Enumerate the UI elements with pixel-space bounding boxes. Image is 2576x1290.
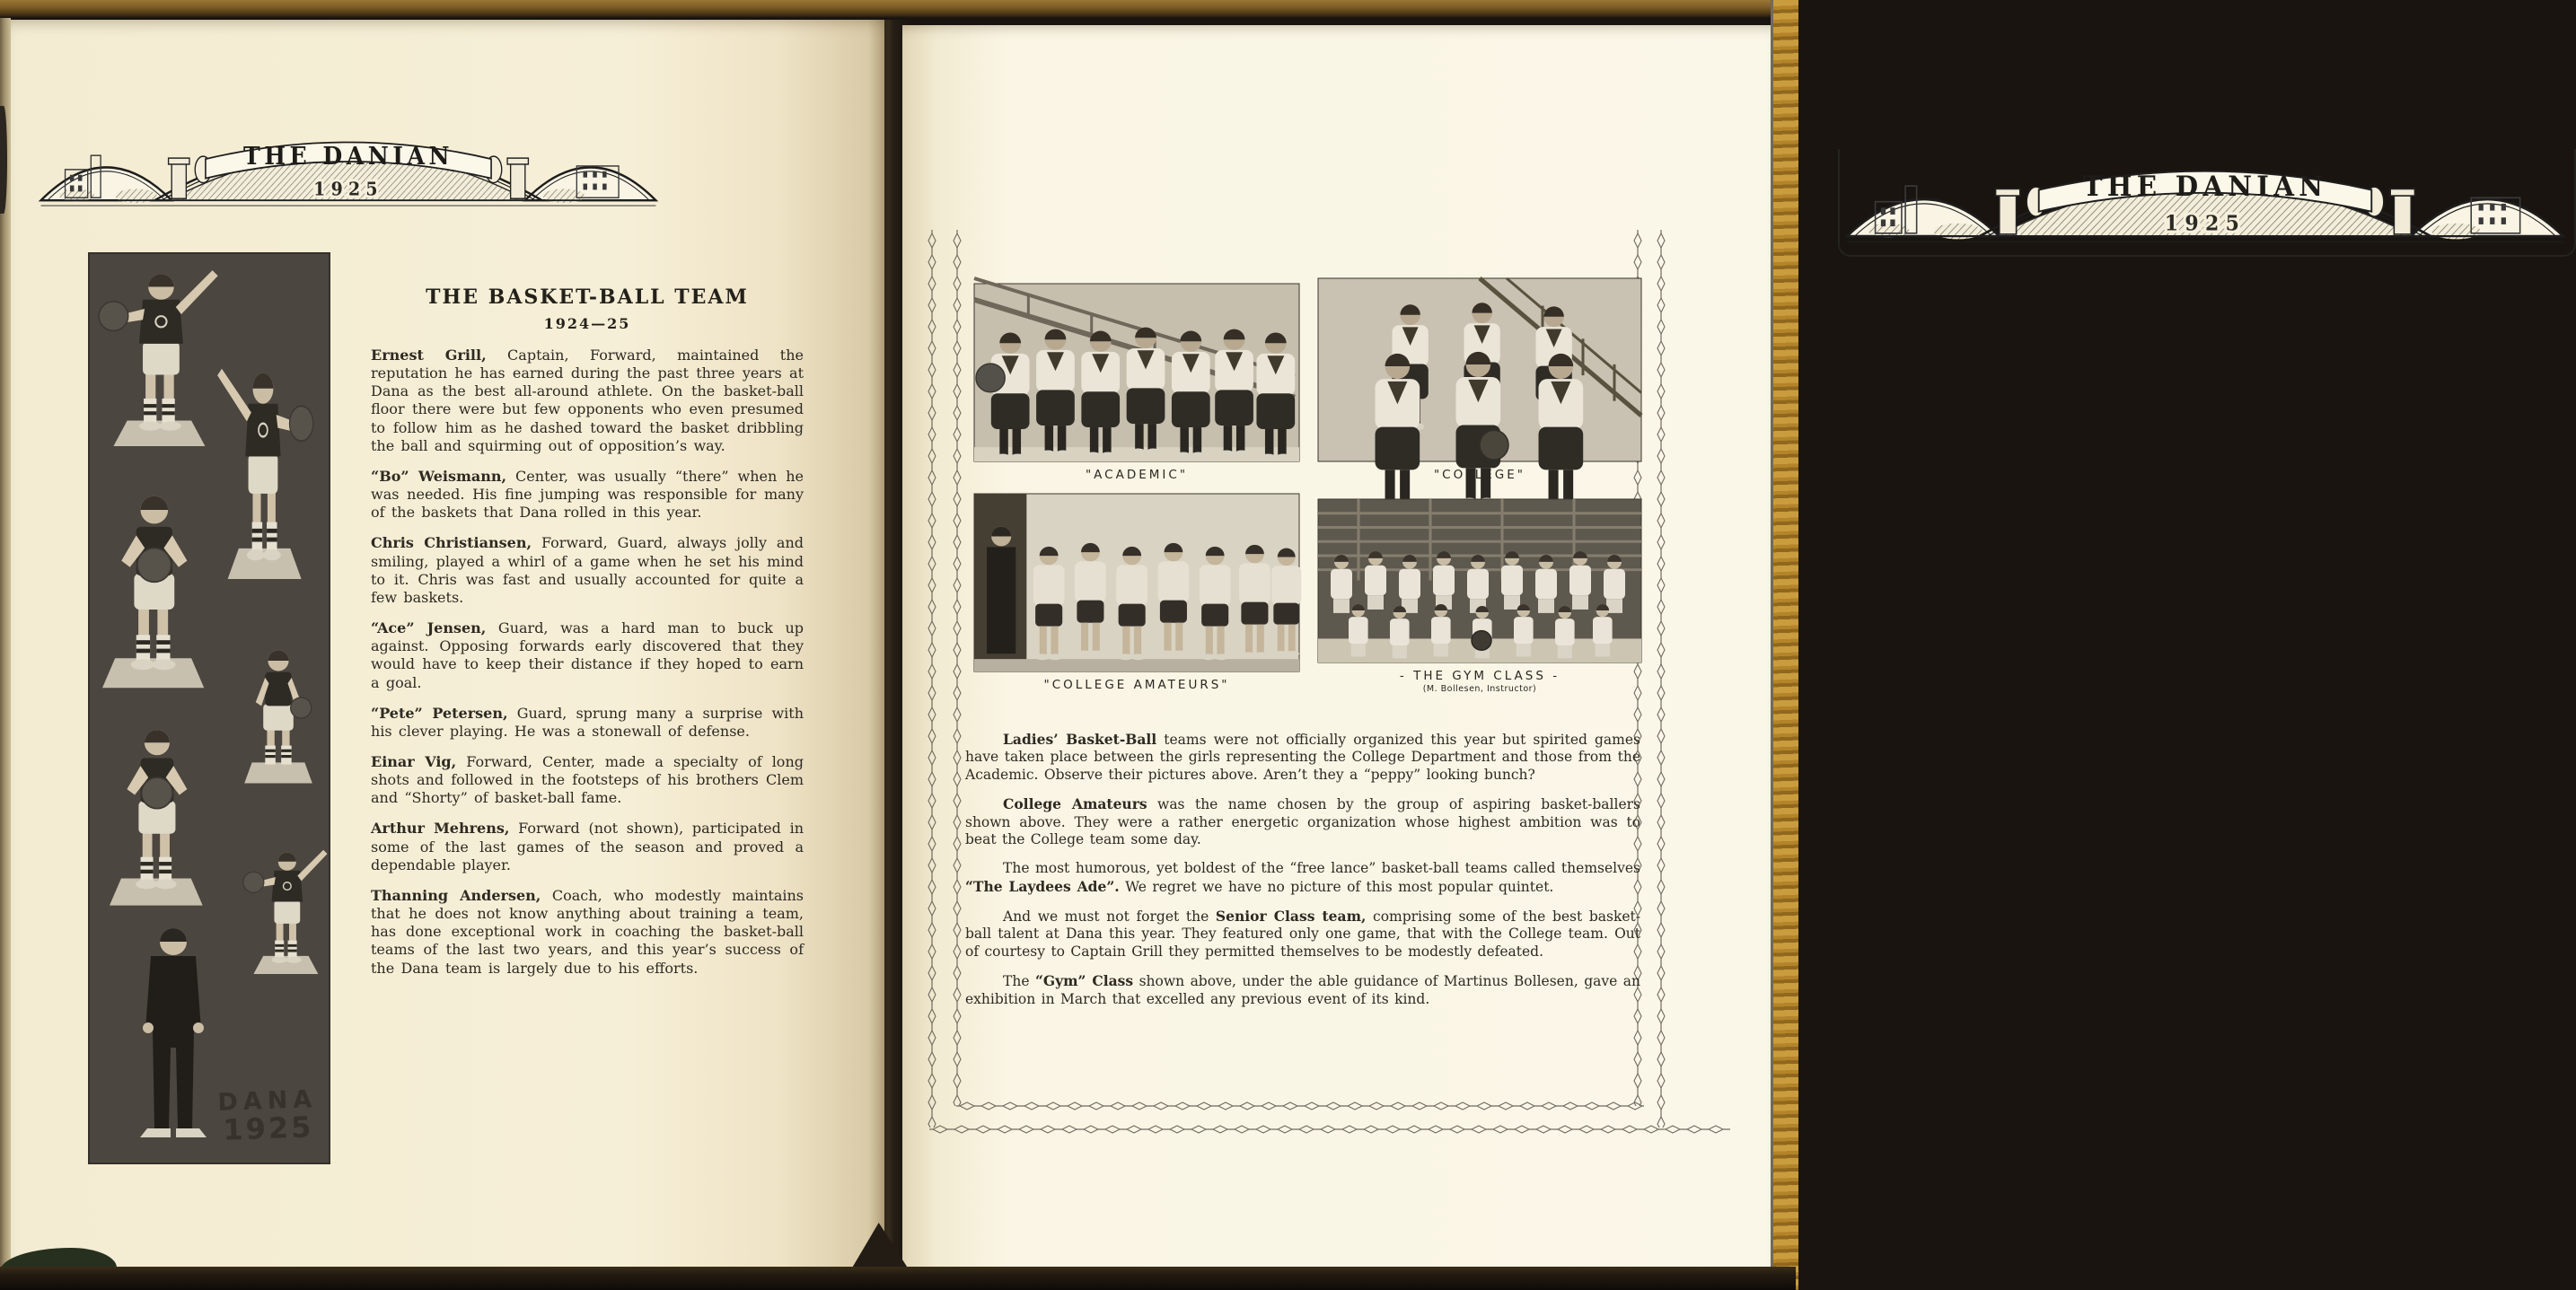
basketball-icon: [976, 364, 1005, 392]
banner-title: THE DANIAN: [243, 141, 453, 171]
photo-gym-class: [1318, 499, 1641, 700]
body-text: Guard, was a hard man to buck up against. Opposing forwards early discovered that they would have to keep their distance if they hoped to earn a goal.: [371, 619, 804, 691]
bold-text: “Pete” Petersen,: [371, 704, 508, 722]
body-text: We regret we have no picture of this most popular quintet.: [1119, 878, 1554, 895]
college-amateurs-photo: [974, 494, 1299, 671]
bold-text: College Amateurs: [1003, 795, 1147, 813]
body-text: Captain, Forward, maintained the reputation he has earned during the past three years at Dana as the best all-around athlete. On the basket-ball floor there were but few opponents who even presumed to follow him as he dashed toward the basket dribbling the ball and squirming out of opposition’s way.: [371, 347, 804, 454]
paragraph: [371, 887, 804, 978]
body-text: Forward (not shown), participated in some of the last games of the season and proved a dependable player.: [371, 820, 804, 873]
body-text: The: [1003, 973, 1035, 990]
bold-text: Chris Christiansen,: [371, 534, 532, 552]
paragraph: [371, 619, 804, 692]
gym-class-caption-text: - THE GYM CLASS -: [1399, 669, 1561, 683]
book-edge-top: [0, 0, 1796, 18]
bold-text: Einar Vig,: [371, 752, 457, 770]
bold-text: Thanning Andersen,: [371, 886, 541, 904]
border-chain-right-outer: [1656, 230, 1666, 1128]
paragraph: [371, 705, 804, 741]
paragraph: [965, 908, 1640, 961]
college-team-photo: [1318, 278, 1641, 461]
bold-text: Ladies’ Basket-Ball: [1003, 731, 1157, 748]
photo-college-team: [1318, 278, 1641, 490]
bold-text: “The Laydees Ade”.: [965, 877, 1120, 895]
paragraph: [371, 820, 804, 873]
team-photo-strip: [90, 254, 329, 1163]
body-text: And we must not forget the: [1003, 908, 1216, 925]
body-text: shown above, under the able guidance of Martinus Bollesen, gave an exhibition in March that excelled any previous event of its kind.: [965, 973, 1641, 1007]
ladies-basketball-article: [965, 731, 1640, 1020]
sign-line-1: DANA: [217, 1084, 318, 1117]
photo-college-amateurs-team: [974, 494, 1299, 700]
bold-text: “Ace” Jensen,: [371, 619, 487, 637]
border-chain-left-inner: [952, 230, 963, 1106]
border-chain-bottom-outer: [929, 1124, 1730, 1135]
banner-artwork: [38, 118, 659, 208]
article-body: [371, 347, 804, 978]
gym-class-instructor-note: (M. Bollesen, Instructor): [1422, 684, 1537, 694]
left-page-banner: [38, 118, 659, 208]
banner-year: 1925: [2164, 212, 2246, 236]
body-text: Forward, Guard, always jolly and smiling, played a whirl of a game when he set his mind to it. Chris was fast and usually accounted for quite a few baskets.: [371, 534, 804, 606]
paragraph: [371, 347, 804, 455]
right-page-banner: [1843, 145, 2567, 245]
pillar-icon: [2394, 194, 2411, 234]
article-title: THE BASKET-BALL TEAM: [426, 285, 749, 309]
body-text: Center, was usually “there” when he was needed. His fine jumping was responsible for many of the baskets that Dana rolled in this year.: [371, 467, 804, 522]
paragraph: [371, 468, 804, 522]
photo-caption-college-amateurs: "COLLEGE AMATEURS": [1043, 678, 1230, 692]
basketball-icon: [1480, 430, 1508, 460]
body-text: was the name chosen by the group of aspiring basket-ballers shown above. They were a rather energetic organization whose highest ambition was to beat the College team some day.: [965, 796, 1640, 847]
basketball-article: [371, 285, 804, 990]
photo-caption-gym-class: [1318, 663, 1641, 694]
body-text: teams were not officially organized this year but spirited games have taken place between the girls representing the College Department and those from the Academic. Observe their pictures above. Aren’t they a “peppy” looking bunch?: [965, 732, 1640, 783]
photo-academic-team: [974, 284, 1299, 490]
paragraph: [965, 972, 1640, 1008]
bold-text: Ernest Grill,: [371, 347, 487, 364]
photo-caption-academic: "ACADEMIC": [1085, 468, 1189, 482]
sign-line-2: 1925: [222, 1109, 315, 1147]
paragraph: [371, 534, 804, 607]
bold-text: “Gym” Class: [1034, 972, 1134, 990]
bold-text: Senior Class team,: [1215, 908, 1367, 925]
pillar-icon: [171, 162, 186, 198]
body-text: The most humorous, yet boldest of the “free lance” basket-ball teams called themselves: [1003, 860, 1640, 877]
body-text: Guard, sprung many a surprise with his clever playing. He was a stonewall of defense.: [371, 704, 804, 740]
bold-text: Arthur Mehrens,: [371, 820, 510, 838]
paragraph: [371, 753, 804, 807]
paragraph: [965, 860, 1640, 896]
bold-text: “Bo” Weismann,: [371, 467, 507, 485]
player-cutouts-montage: [90, 254, 329, 1163]
paragraph: [965, 731, 1640, 784]
book-edge-notch: [0, 106, 7, 214]
banner-year: 1925: [313, 177, 383, 200]
pillar-icon: [511, 162, 525, 198]
banner-title: THE DANIAN: [2082, 171, 2328, 204]
body-text: comprising some of the best basket-ball talent at Dana this year. They featured only one game, that with the College team. Out of courtesy to Captain Grill they permitted themselves to be modestly defeated.: [965, 908, 1640, 960]
basketball-icon: [1472, 631, 1491, 651]
book-edge-right-gilt: [1771, 0, 1798, 1290]
body-text: Forward, Center, made a specialty of long shots and followed in the footsteps of his brothers Clem and “Shorty” of basket-ball fame.: [371, 752, 804, 807]
dana-1925-sign: [217, 1084, 319, 1147]
border-chain-bottom-inner: [956, 1101, 1644, 1111]
paragraph: [965, 795, 1640, 848]
article-subtitle: 1924—25: [543, 315, 631, 332]
pillar-icon: [2000, 194, 2017, 234]
border-chain-left-outer: [927, 230, 937, 1128]
academic-team-photo: [974, 284, 1299, 461]
right-page: [902, 25, 2328, 1271]
book-edge-bottom: [0, 1267, 1796, 1290]
body-text: Coach, who modestly maintains that he does not know anything about training a team, has done exceptional work in coaching the basket-ball teams of the last two years, and this year’s success of the Dana team is largely due to his efforts.: [371, 886, 804, 977]
banner-artwork: [1843, 145, 2567, 245]
photo-caption-college: "COLLEGE": [1433, 468, 1526, 482]
gym-class-photo: [1318, 499, 1641, 663]
left-page: [11, 20, 884, 1271]
